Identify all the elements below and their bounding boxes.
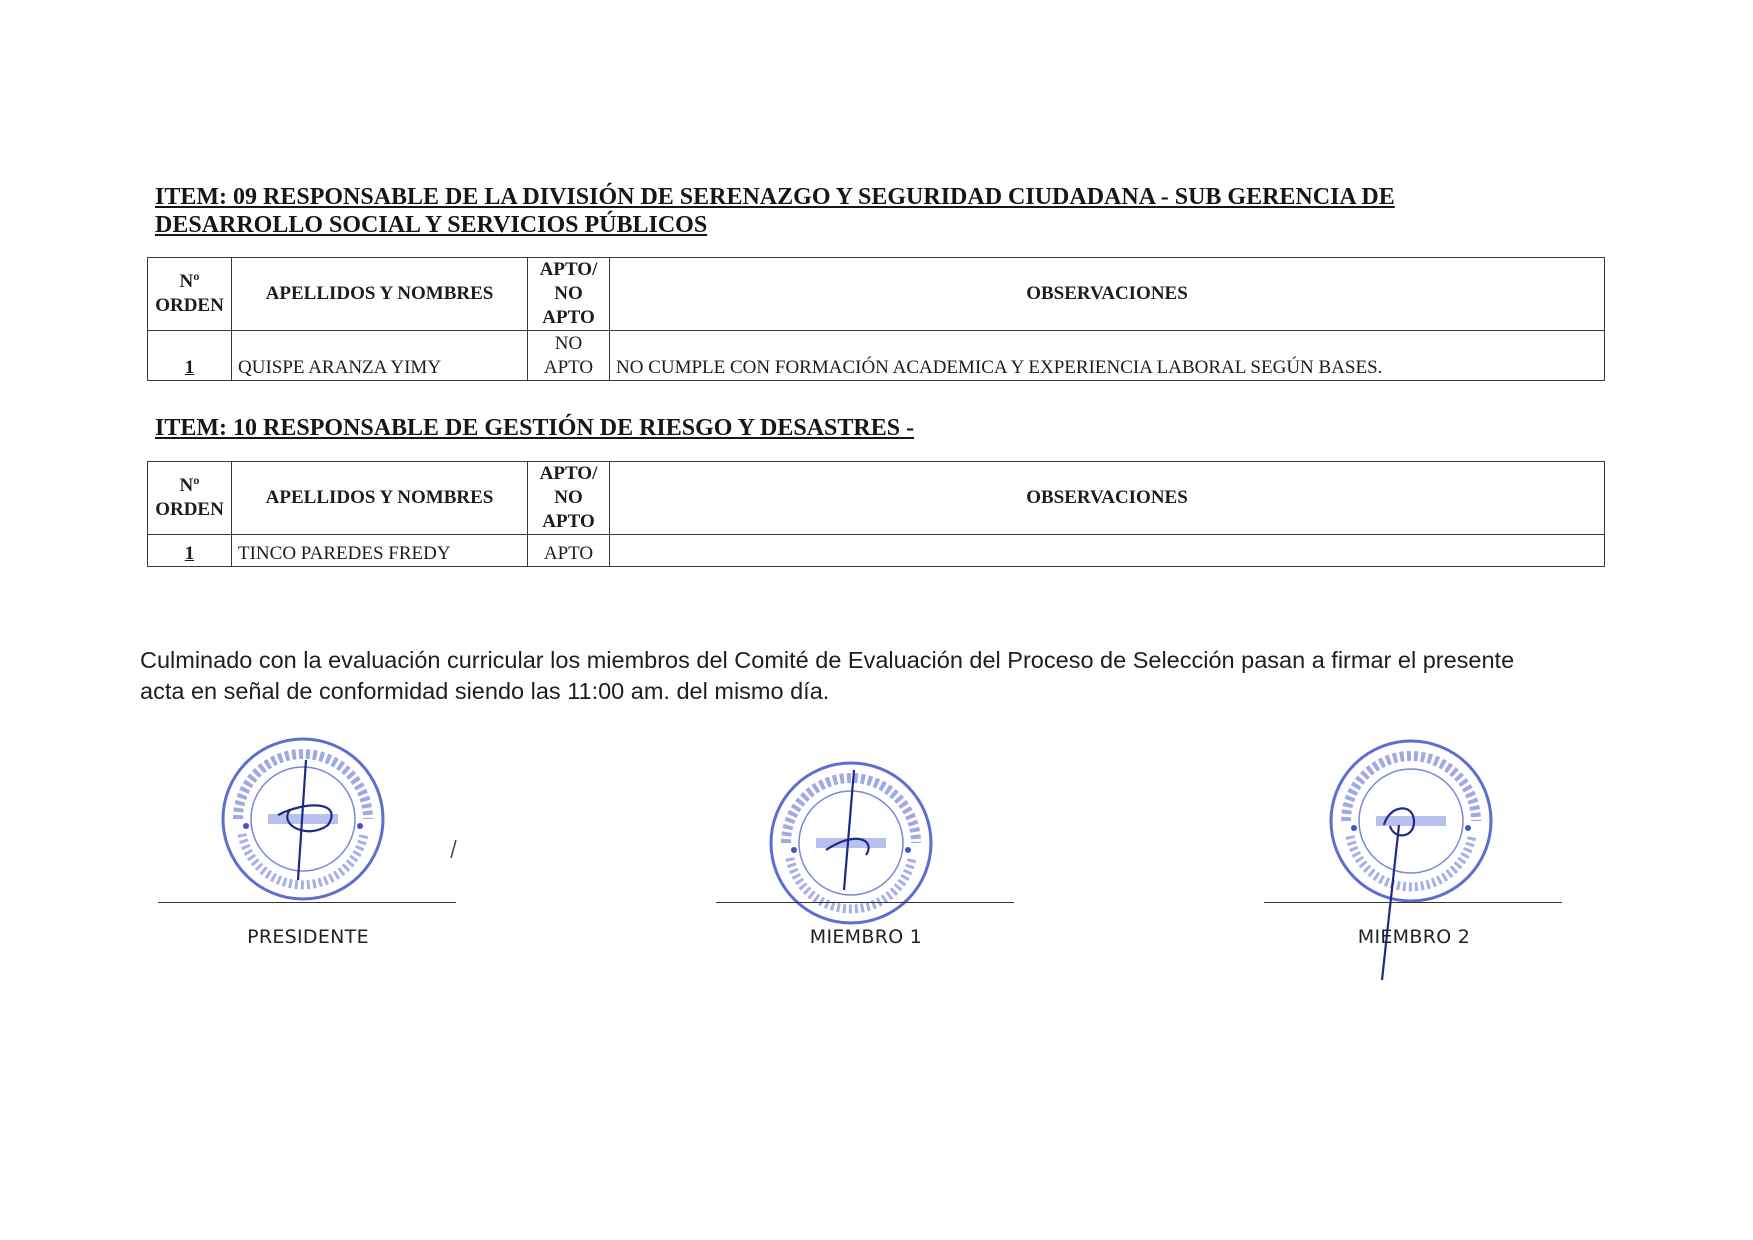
row-nombre: QUISPE ARANZA YIMY <box>232 331 528 381</box>
header-apto: APTO/ NO APTO <box>528 258 610 331</box>
header-observaciones: OBSERVACIONES <box>610 258 1605 331</box>
handwritten-signature-icon <box>716 730 1016 905</box>
signature-presidente <box>158 730 458 970</box>
signature-miembro-2 <box>1264 730 1564 970</box>
handwritten-signature-icon <box>1264 730 1564 990</box>
row-apto: APTO <box>528 535 610 567</box>
item-09-title: ITEM: 09 RESPONSABLE DE LA DIVISIÓN DE SERENAZGO Y SEGURIDAD CIUDADANA - SUB GERENCIA DE DESARROLLO SOCIAL Y SERVICIOS PÚBLICOS <box>155 184 1395 238</box>
signature-line <box>716 902 1014 903</box>
header-nombres: APELLIDOS Y NOMBRES <box>232 462 528 535</box>
row-apto: NO APTO <box>528 331 610 381</box>
item-10-table <box>147 461 1605 567</box>
row-observacion: NO CUMPLE CON FORMACIÓN ACADEMICA Y EXPERIENCIA LABORAL SEGÚN BASES. <box>610 331 1605 381</box>
signature-label: MIEMBRO 1 <box>809 926 923 948</box>
header-orden: Nº ORDEN <box>148 258 232 331</box>
item-10-title: ITEM: 10 RESPONSABLE DE GESTIÓN DE RIESGO Y DESASTRES - <box>155 415 915 441</box>
row-observacion <box>610 535 1605 567</box>
row-orden: 1 <box>148 535 232 567</box>
row-orden: 1 <box>148 331 232 381</box>
signature-line <box>158 902 456 903</box>
header-apto: APTO/ NO APTO <box>528 462 610 535</box>
header-nombres: APELLIDOS Y NOMBRES <box>232 258 528 331</box>
table-header-row <box>148 462 1605 535</box>
row-nombre: TINCO PAREDES FREDY <box>232 535 528 567</box>
closing-paragraph: Culminado con la evaluación curricular los miembros del Comité de Evaluación del Proceso de Selección pasan a firmar el presente acta en señal de conformidad siendo las 11:00 am. del mismo día. <box>140 647 1515 704</box>
signature-line <box>1264 902 1562 903</box>
header-orden: Nº ORDEN <box>148 462 232 535</box>
item-09-table <box>147 257 1605 381</box>
table-row <box>148 331 1605 381</box>
handwritten-signature-icon <box>158 730 458 905</box>
table-row <box>148 535 1605 567</box>
header-observaciones: OBSERVACIONES <box>610 462 1605 535</box>
signature-miembro-1 <box>716 730 1016 970</box>
table-header-row <box>148 258 1605 331</box>
signature-label: MIEMBRO 2 <box>1357 926 1471 948</box>
signature-label: PRESIDENTE <box>247 926 369 948</box>
